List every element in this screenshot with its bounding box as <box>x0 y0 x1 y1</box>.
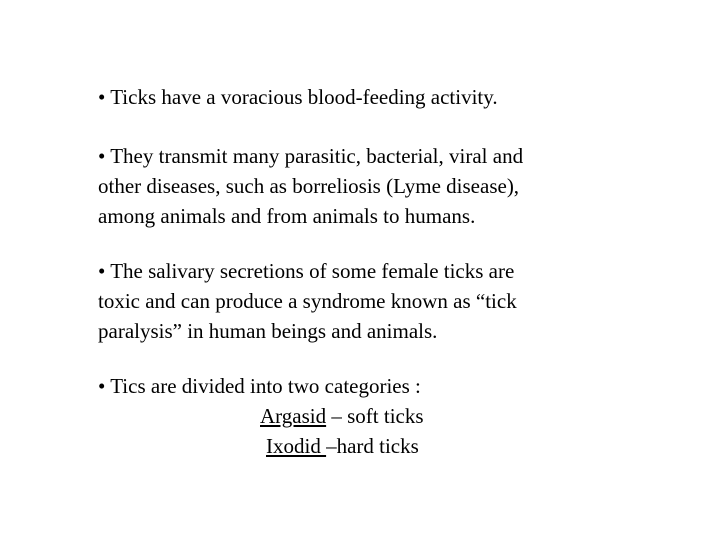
category-name: Argasid <box>260 404 327 428</box>
bullet-voracious-feeding <box>98 82 618 112</box>
text-line: among animals and from animals to humans. <box>98 204 476 228</box>
bullet-disease-transmission <box>98 141 618 231</box>
category-description: – soft ticks <box>326 404 424 428</box>
text-line: • Ticks have a voracious blood-feeding activity. <box>98 85 498 109</box>
text-line: • They transmit many parasitic, bacterial, viral and <box>98 144 524 168</box>
text-line: • The salivary secretions of some female ticks are <box>98 259 515 283</box>
text-line: toxic and can produce a syndrome known as “tick <box>98 289 517 313</box>
category-argasid <box>98 401 618 431</box>
text-line: paralysis” in human beings and animals. <box>98 319 438 343</box>
text-line: other diseases, such as borreliosis (Lyme disease), <box>98 174 520 198</box>
category-name: Ixodid <box>266 434 327 458</box>
category-description: –hard ticks <box>326 434 419 458</box>
bullet-tick-categories <box>98 371 618 461</box>
bullet-tick-paralysis <box>98 256 618 346</box>
text-line: • Tics are divided into two categories : <box>98 374 421 398</box>
category-ixodid <box>98 431 618 461</box>
